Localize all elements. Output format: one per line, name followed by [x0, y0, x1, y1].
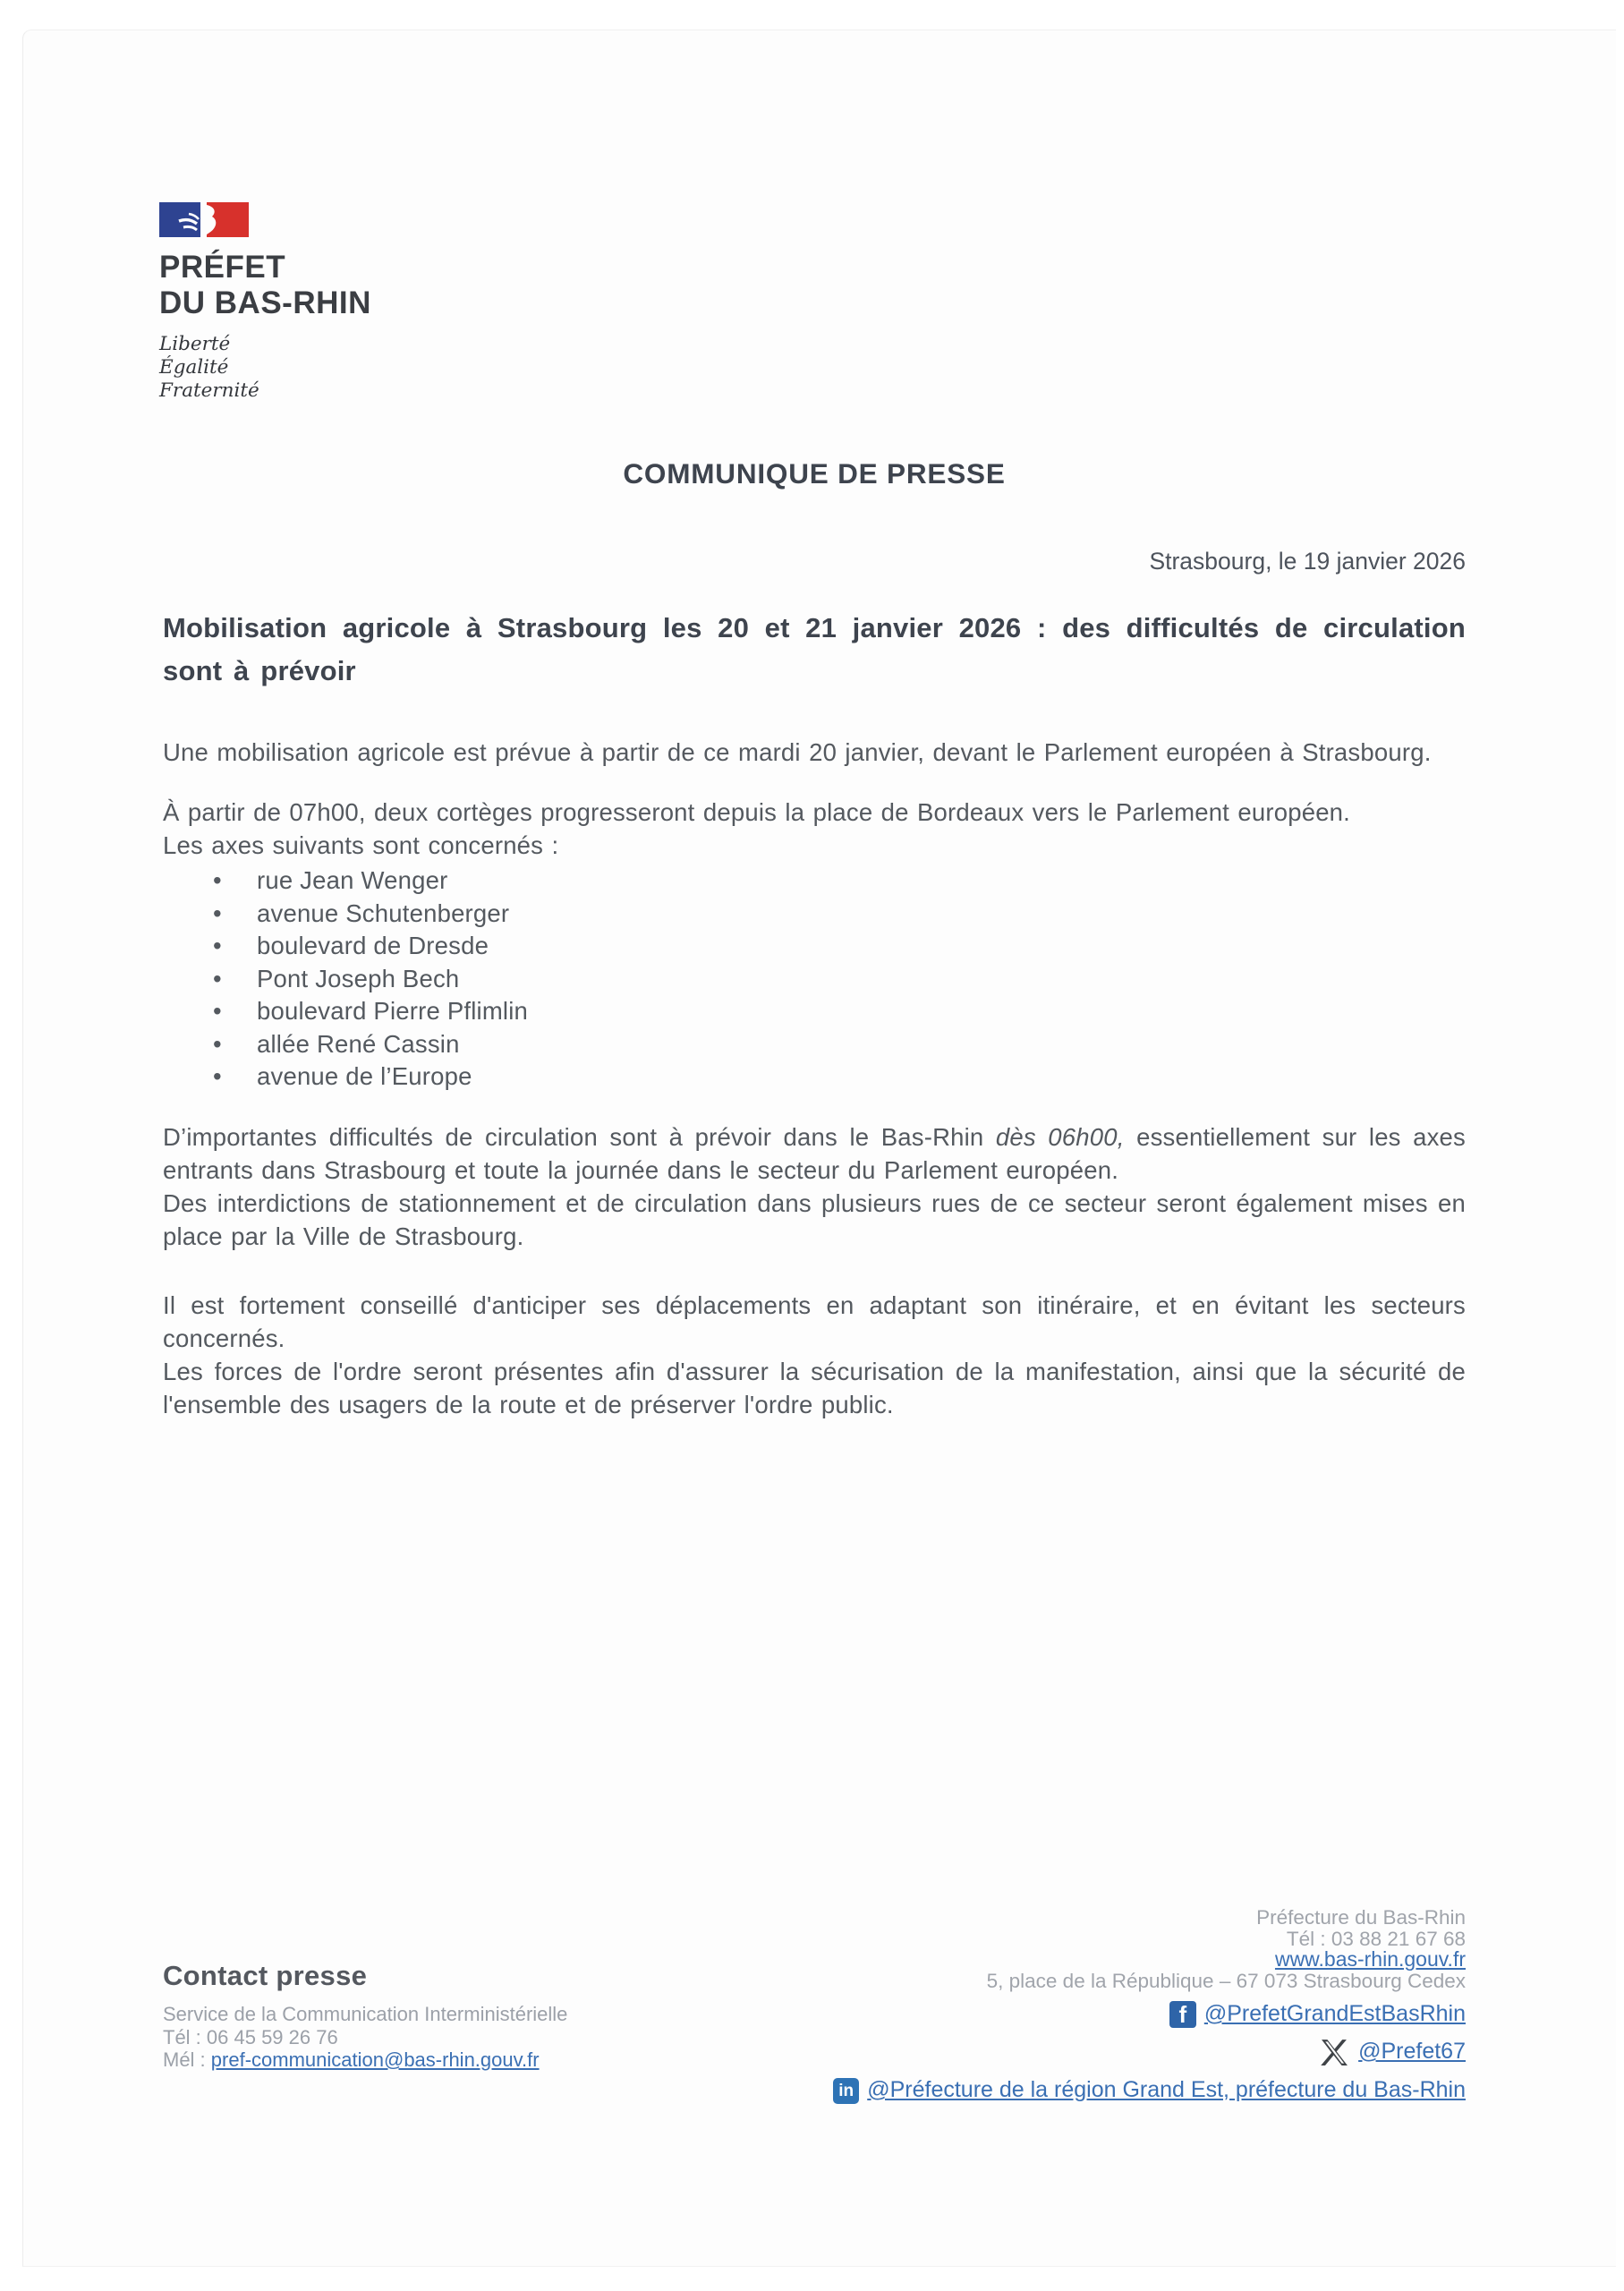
- press-release-title: Mobilisation agricole à Strasbourg les 20 et 21 janvier 2026 : des difficultés de circulation sont à prévoir: [163, 612, 1466, 686]
- linkedin-icon: in: [833, 2078, 859, 2104]
- prefecture-website-link[interactable]: www.bas-rhin.gouv.fr: [1274, 1947, 1466, 1971]
- paragraph-difficulties: [163, 1120, 1466, 1253]
- prefet-logo-block: [159, 202, 371, 403]
- motto-egalite: Égalité: [159, 356, 229, 379]
- press-contact-details: [163, 2003, 567, 2072]
- prefecture-info-block: [833, 1907, 1466, 2105]
- french-flag-marianne-icon: [159, 202, 249, 237]
- affected-streets-list: [163, 864, 1466, 1094]
- advice-text: Il est fortement conseillé d'anticiper ses déplacements en adaptant son itinéraire, et en évitant les secteurs concernés.: [163, 1290, 1466, 1352]
- dateline: Strasbourg, le 19 janvier 2026: [1149, 548, 1466, 575]
- email-label: Mél :: [163, 2048, 211, 2071]
- linkedin-handle-link[interactable]: @Préfecture de la région Grand Est, préfecture du Bas-Rhin: [867, 2076, 1466, 2102]
- police-presence-text: Les forces de l'ordre seront présentes afin d'assurer la sécurisation de la manifestation, ainsi que la sécurité de l'ensemble des usagers de la route et de préserver l'ordre public.: [163, 1357, 1466, 1418]
- facebook-line: [833, 1999, 1466, 2029]
- list-item: • allée René Cassin: [163, 1028, 1466, 1061]
- press-contact-heading: Contact presse: [163, 1960, 368, 1991]
- list-item: • avenue de l’Europe: [163, 1060, 1466, 1094]
- list-item: • boulevard de Dresde: [163, 930, 1466, 963]
- facebook-handle-link[interactable]: @PrefetGrandEstBasRhin: [1203, 2001, 1466, 2026]
- facebook-icon: f: [1169, 2001, 1196, 2028]
- press-release-body: [163, 736, 1466, 1421]
- list-item: • boulevard Pierre Pflimlin: [163, 995, 1466, 1028]
- prefecture-brand: [159, 250, 371, 321]
- prefecture-phone: Tél : 03 88 21 67 68: [1286, 1927, 1466, 1950]
- press-contact-block: [163, 1960, 567, 2072]
- difficulties-time-italic: dès 06h00,: [995, 1122, 1125, 1151]
- difficulties-text-end: essentiellement sur les axes entrants dans Strasbourg et toute la journée dans le secteur du Parlement européen.: [163, 1122, 1466, 1184]
- motto-fraternite: Fraternité: [159, 379, 259, 402]
- paragraph-advice: [163, 1289, 1466, 1421]
- list-item: • rue Jean Wenger: [163, 864, 1466, 898]
- x-twitter-icon: [1320, 2038, 1349, 2067]
- x-handle-link[interactable]: @Prefet67: [1358, 2039, 1466, 2064]
- paragraph-axes-lead: Les axes suivants sont concernés :: [163, 831, 559, 859]
- motto-liberte: Liberté: [159, 333, 231, 355]
- press-contact-email-line: [163, 2048, 567, 2072]
- press-contact-service: Service de la Communication Interministérielle: [163, 2003, 568, 2025]
- difficulties-text-start: D’importantes difficultés de circulation sont à prévoir dans le Bas-Rhin: [163, 1122, 996, 1151]
- x-twitter-line: [833, 2037, 1466, 2067]
- paragraph-cortege-text: À partir de 07h00, deux cortèges progresseront depuis la place de Bordeaux vers le Parlement européen.: [163, 798, 1351, 826]
- prefecture-name: Préfecture du Bas-Rhin: [1256, 1906, 1466, 1929]
- press-contact-email-link[interactable]: pref-communication@bas-rhin.gouv.fr: [210, 2048, 540, 2071]
- linkedin-line: [833, 2075, 1466, 2105]
- list-item: • Pont Joseph Bech: [163, 963, 1466, 996]
- prefecture-address: 5, place de la République – 67 073 Strasbourg Cedex: [986, 1969, 1466, 1992]
- brand-line2: DU BAS-RHIN: [159, 285, 371, 320]
- parking-bans-text: Des interdictions de stationnement et de circulation dans plusieurs rues de ce secteur seront également mises en place par la Ville de Strasbourg.: [163, 1188, 1466, 1250]
- list-item: • avenue Schutenberger: [163, 898, 1466, 931]
- press-contact-phone: Tél : 06 45 59 26 76: [163, 2025, 338, 2048]
- paragraph-cortege: [163, 796, 1466, 862]
- paragraph-intro: Une mobilisation agricole est prévue à partir de ce mardi 20 janvier, devant le Parlement européen à Strasbourg.: [163, 738, 1432, 766]
- republic-motto: [159, 333, 371, 403]
- brand-line1: PRÉFET: [159, 250, 286, 285]
- document-type-heading: COMMUNIQUE DE PRESSE: [623, 457, 1006, 490]
